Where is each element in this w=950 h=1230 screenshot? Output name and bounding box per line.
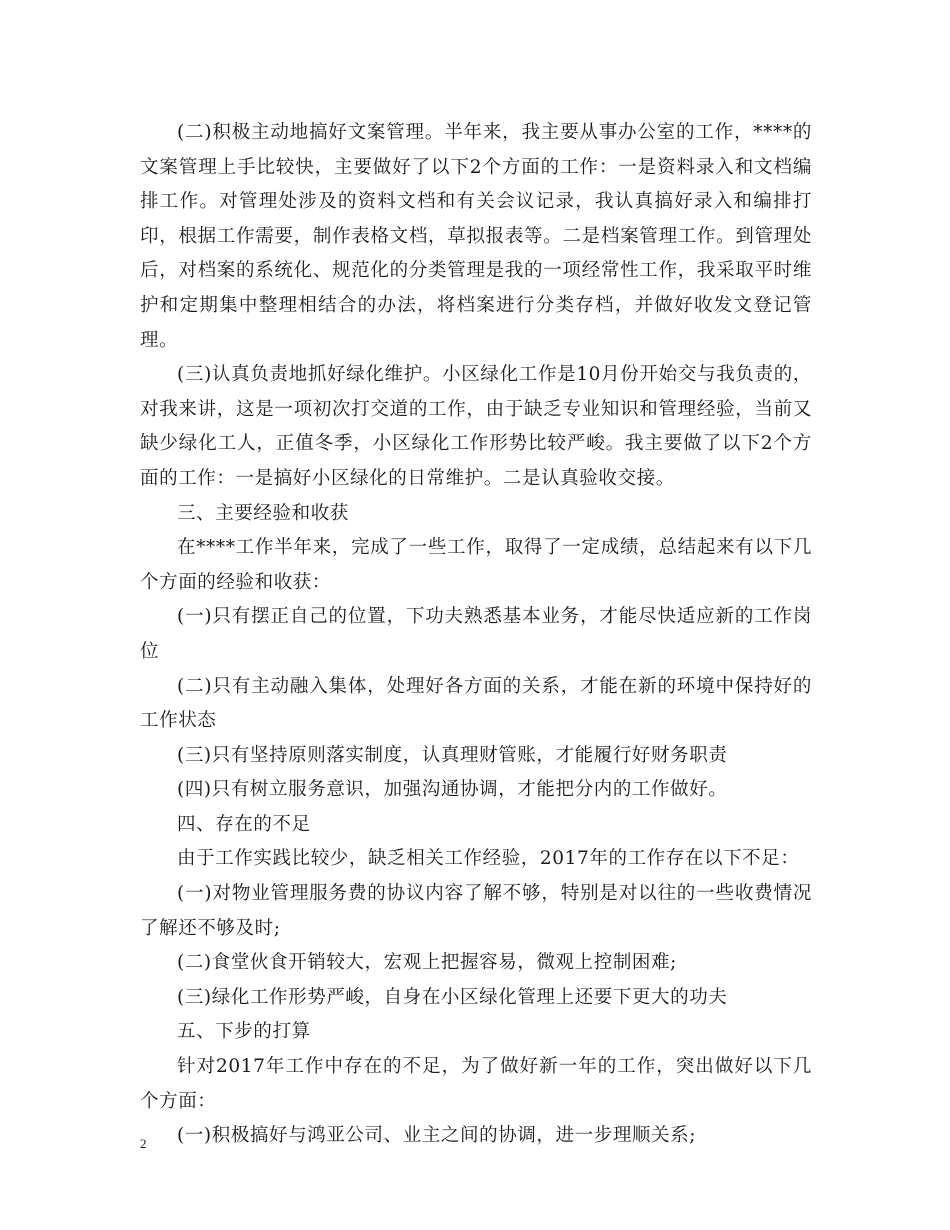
list-item-experience-2: (二)只有主动融入集体，处理好各方面的关系，才能在新的环境中保持好的工作状态	[140, 675, 812, 732]
list-item-experience-1: (一)只有摆正自己的位置，下功夫熟悉基本业务，才能尽快适应新的工作岗位	[140, 606, 812, 662]
paragraph-greening-maintenance: (三)认真负责地抓好绿化维护。小区绿化工作是10月份开始交与我负责的，对我来讲，这是一项初次打交道的工作，由于缺乏专业知识和管理经验，当前又缺少绿化工人，正值冬季，小区绿化工作形势比较严峻。我主要做了以下2个方面的工作：一是搞好小区绿化的日常维护。二是认真验收交接。	[140, 364, 812, 489]
paragraph-experience-intro: 在****工作半年来，完成了一些工作，取得了一定成绩，总结起来有以下几个方面的经验和收获：	[140, 537, 812, 593]
paragraph-shortcomings-intro: 由于工作实践比较少，缺乏相关工作经验，2017年的工作存在以下不足：	[177, 848, 800, 870]
list-item-shortcoming-2: (二)食堂伙食开销较大，宏观上把握容易，微观上控制困难;	[177, 952, 677, 974]
list-item-shortcoming-3: (三)绿化工作形势严峻，自身在小区绿化管理上还要下更大的功夫	[177, 986, 728, 1008]
list-item-shortcoming-1: (一)对物业管理服务费的协议内容了解不够，特别是对以往的一些收费情况了解还不够及时;	[140, 883, 812, 939]
list-item-experience-3: (三)只有坚持原则落实制度，认真理财管账，才能履行好财务职责	[177, 744, 728, 766]
heading-experience: 三、主要经验和收获	[177, 502, 349, 524]
list-item-experience-4: (四)只有树立服务意识，加强沟通协调，才能把分内的工作做好。	[177, 779, 728, 801]
heading-next-plan: 五、下步的打算	[177, 1021, 311, 1043]
list-item-plan-1: (一)积极搞好与鸿亚公司、业主之间的协调，进一步理顺关系;	[177, 1125, 697, 1147]
paragraph-next-plan-intro: 针对2017年工作中存在的不足，为了做好新一年的工作，突出做好以下几个方面：	[140, 1056, 812, 1112]
paragraph-archive-management: (二)积极主动地搞好文案管理。半年来，我主要从事办公室的工作，****的文案管理上手比较快，主要做好了以下2个方面的工作：一是资料录入和文档编排工作。对管理处涉及的资料文档和有关会议记录，我认真搞好录入和编排打印，根据工作需要，制作表格文档，草拟报表等。二是档案管理工作。到管理处后，对档案的系统化、规范化的分类管理是我的一项经常性工作，我采取平时维护和定期集中整理相结合的办法，将档案进行分类存档，并做好收发文登记管理。	[140, 122, 812, 351]
heading-shortcomings: 四、存在的不足	[177, 813, 311, 835]
document-body	[140, 116, 812, 1154]
page-number: 2	[140, 1136, 147, 1151]
